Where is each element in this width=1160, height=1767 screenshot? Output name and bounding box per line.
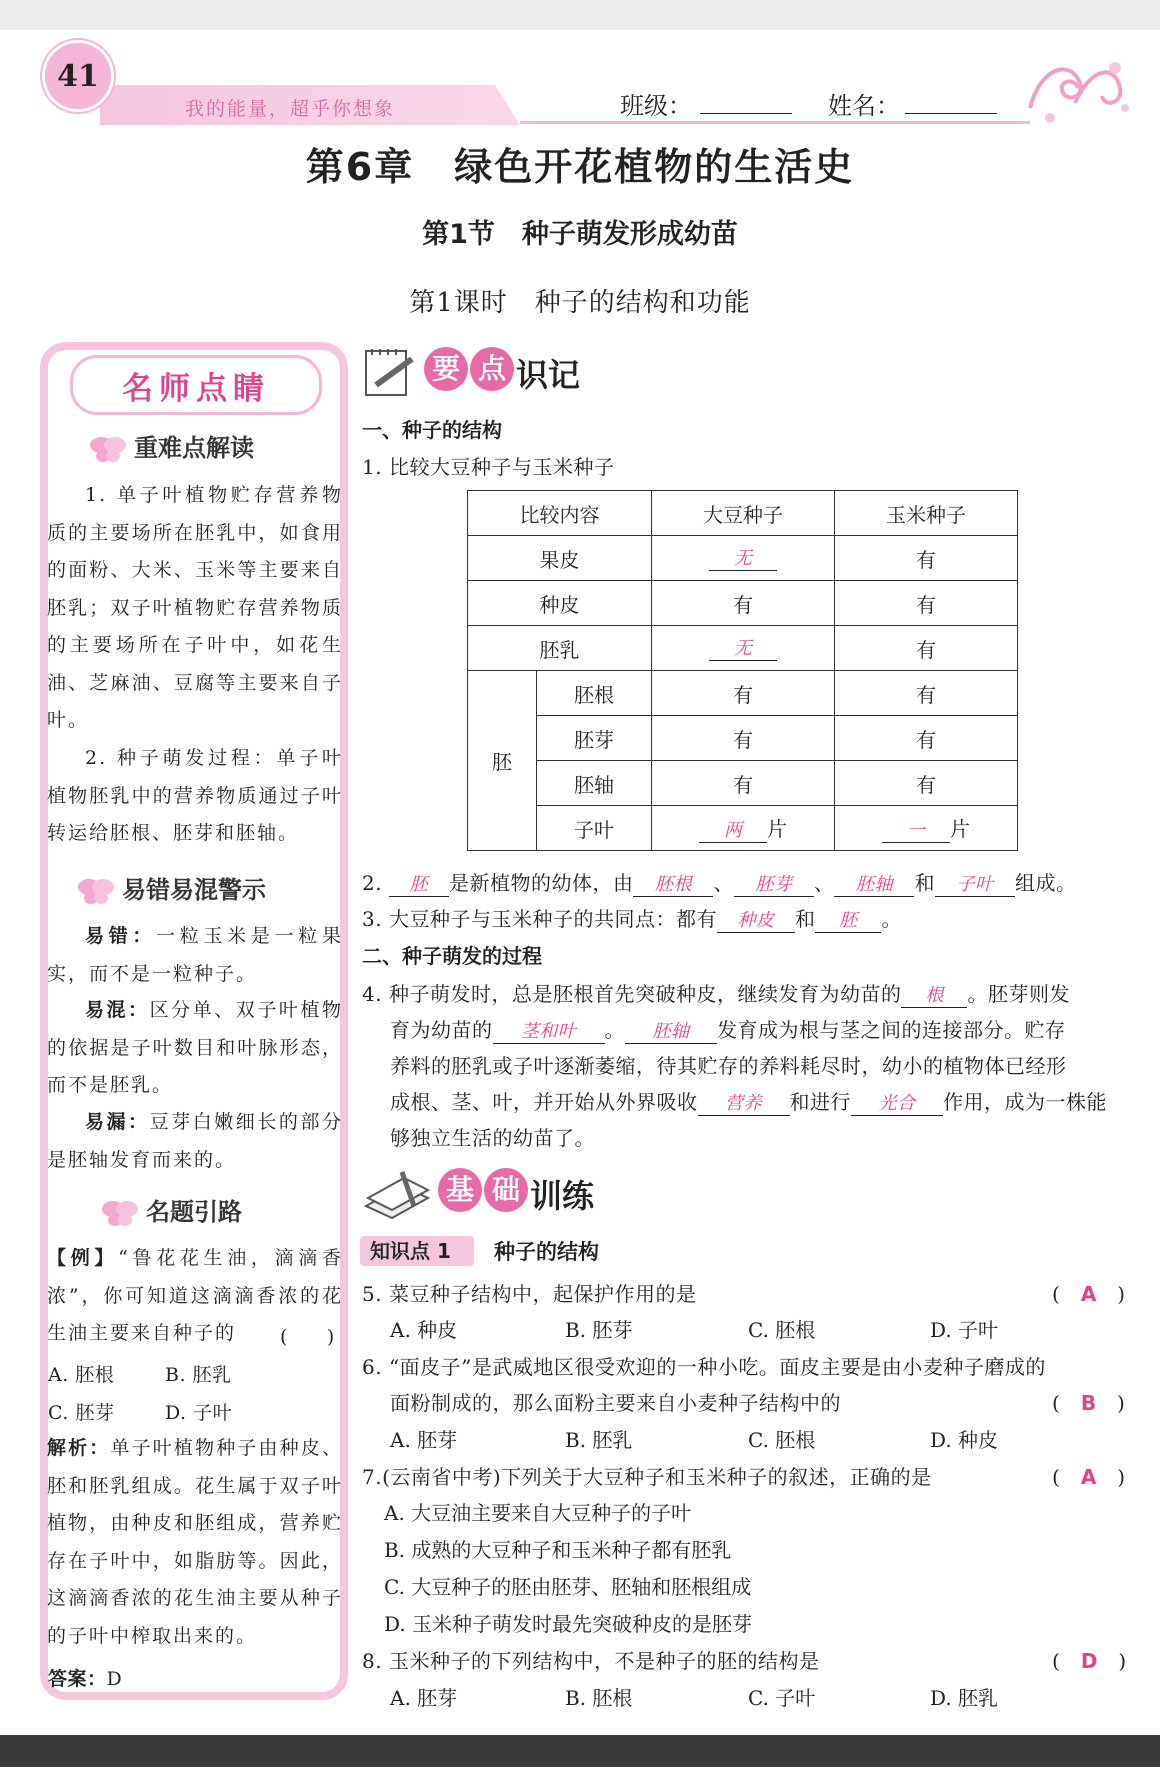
option[interactable]: A. 种皮 bbox=[390, 1318, 458, 1342]
answer-blank[interactable]: 胚轴 bbox=[834, 874, 914, 897]
question-7: 7.(云南省中考)下列关于大豆种子和玉米种子的叙述，正确的是 bbox=[362, 1465, 932, 1489]
question-4-line-2: 育为幼苗的 茎和叶 。 胚轴 发育成为根与茎之间的连接部分。贮存 bbox=[390, 1018, 1066, 1042]
top-bar bbox=[0, 0, 1160, 30]
answer-blank[interactable]: 一 bbox=[882, 820, 950, 843]
table-cell: 两 片 bbox=[652, 806, 835, 851]
table-cell: 种皮 bbox=[468, 581, 652, 626]
bottom-bar bbox=[0, 1735, 1160, 1767]
section-title: 第1节 种子萌发形成幼苗 bbox=[422, 219, 738, 250]
sidebar-mistake-3: 易漏：豆芽白嫩细长的部分是胚轴发育而来的。 bbox=[47, 1111, 343, 1171]
option[interactable]: B. 胚乳 bbox=[565, 1428, 633, 1452]
banner-char-2: 点 bbox=[470, 347, 514, 391]
class-label: 班级： bbox=[620, 92, 692, 120]
table-cell: 有 bbox=[835, 716, 1018, 761]
key-points-banner bbox=[362, 345, 580, 397]
answer-blank[interactable]: 胚芽 bbox=[734, 874, 814, 897]
answer-blank[interactable]: 两 bbox=[699, 820, 767, 843]
table-cell bbox=[652, 626, 835, 671]
sidebar-title-badge bbox=[70, 355, 322, 415]
option[interactable]: D. 子叶 bbox=[930, 1318, 999, 1342]
table-cell: 有 bbox=[835, 536, 1018, 581]
option[interactable]: B. 胚芽 bbox=[565, 1318, 633, 1342]
name-field[interactable] bbox=[905, 113, 997, 114]
sidebar-analysis: 解析：单子叶植物种子由种皮、胚和胚乳组成。花生属于双子叶植物，由种皮和胚组成，营养贮存在子叶中，如脂肪等。因此，这滴滴香浓的花生油主要从种子的子叶中榨取出来的。 bbox=[47, 1437, 343, 1647]
table-cell: 有 bbox=[835, 671, 1018, 716]
option[interactable]: B. 胚根 bbox=[565, 1686, 633, 1710]
butterfly-icon bbox=[100, 1198, 140, 1228]
answer-blank[interactable]: 胚轴 bbox=[625, 1021, 717, 1044]
books-pen-icon bbox=[362, 1166, 434, 1222]
answer-blank[interactable]: 无 bbox=[709, 548, 777, 571]
option[interactable]: D. 玉米种子萌发时最先突破种皮的是胚芽 bbox=[384, 1612, 753, 1636]
question-4-line-4: 成根、茎、叶，并开始从外界吸收 营养 和进行 光合 作用，成为一株能 bbox=[390, 1090, 1107, 1114]
sidebar-example-paren: ( ) bbox=[280, 1326, 335, 1348]
table-cell: 一 片 bbox=[835, 806, 1018, 851]
table-row bbox=[468, 761, 1018, 806]
banner-char-1: 基 bbox=[438, 1168, 482, 1212]
table-cell: 果皮 bbox=[468, 536, 652, 581]
sidebar-heading-difficulty: 重难点解读 bbox=[88, 428, 254, 464]
table-row bbox=[468, 536, 1018, 581]
table-cell: 有 bbox=[652, 671, 835, 716]
table-row bbox=[468, 671, 1018, 716]
table-cell: 胚芽 bbox=[537, 716, 652, 761]
slogan: 我的能量，超乎你想象 bbox=[185, 98, 396, 120]
option[interactable]: A. 胚芽 bbox=[390, 1428, 458, 1452]
answer-blank[interactable]: 无 bbox=[709, 638, 777, 661]
sidebar-option-a: A. 胚根 bbox=[48, 1364, 115, 1386]
answer-blank[interactable]: 茎和叶 bbox=[493, 1021, 605, 1044]
table-cell: 胚根 bbox=[537, 671, 652, 716]
table-cell-embryo: 胚 bbox=[468, 671, 537, 851]
option[interactable]: C. 胚根 bbox=[748, 1318, 816, 1342]
table-header: 比较内容 bbox=[468, 491, 652, 536]
table-cell: 有 bbox=[835, 761, 1018, 806]
knowledge-point-tag: 知识点 1 bbox=[360, 1236, 474, 1266]
butterfly-icon bbox=[76, 876, 116, 906]
page-number: 41 bbox=[42, 40, 114, 112]
sidebar-heading-mistakes: 易错易混警示 bbox=[76, 870, 266, 906]
table-cell: 有 bbox=[652, 581, 835, 626]
table-cell: 有 bbox=[652, 761, 835, 806]
question-5: 5. 菜豆种子结构中，起保护作用的是 bbox=[362, 1282, 697, 1306]
option[interactable]: C. 胚根 bbox=[748, 1428, 816, 1452]
header-divider bbox=[520, 121, 1030, 124]
lesson-title: 第1课时 种子的结构和功能 bbox=[409, 288, 751, 318]
heading-germination: 二、种子萌发的过程 bbox=[362, 944, 542, 968]
question-8: 8. 玉米种子的下列结构中，不是种子的胚的结构是 bbox=[362, 1649, 820, 1673]
sidebar-mistake-2: 易混：区分单、双子叶植物的依据是子叶数目和叶脉形态，而不是胚乳。 bbox=[47, 999, 343, 1096]
answer-blank[interactable]: 根 bbox=[901, 985, 967, 1008]
training-banner bbox=[362, 1166, 594, 1218]
table-row bbox=[468, 806, 1018, 851]
option[interactable]: C. 大豆种子的胚由胚芽、胚轴和胚根组成 bbox=[384, 1575, 752, 1599]
banner-char-2: 础 bbox=[484, 1168, 528, 1212]
table-cell: 有 bbox=[835, 581, 1018, 626]
sidebar-answer: 答案：D bbox=[48, 1668, 123, 1690]
sidebar-option-d: D. 子叶 bbox=[165, 1402, 233, 1424]
sidebar-paragraph-2: 2. 种子萌发过程：单子叶植物胚乳中的营养物质通过子叶转运给胚根、胚芽和胚轴。 bbox=[47, 747, 343, 844]
table-cell: 胚轴 bbox=[537, 761, 652, 806]
sidebar-option-c: C. 胚芽 bbox=[48, 1402, 115, 1424]
banner-text: 识记 bbox=[516, 356, 581, 394]
table-header: 大豆种子 bbox=[652, 491, 835, 536]
table-row bbox=[468, 626, 1018, 671]
option[interactable]: D. 胚乳 bbox=[930, 1686, 999, 1710]
table-row bbox=[468, 716, 1018, 761]
answer-blank[interactable]: 胚 bbox=[389, 874, 449, 897]
knowledge-point-title: 种子的结构 bbox=[494, 1240, 599, 1264]
table-header: 玉米种子 bbox=[835, 491, 1018, 536]
question-3: 3. 大豆种子与玉米种子的共同点：都有 种皮 和 胚 。 bbox=[362, 907, 902, 931]
answer-bracket: ( A ) bbox=[1052, 1282, 1126, 1306]
answer-blank[interactable]: 胚根 bbox=[633, 874, 713, 897]
table-cell: 有 bbox=[652, 716, 835, 761]
comparison-table bbox=[467, 490, 1018, 851]
sidebar-option-b: B. 胚乳 bbox=[165, 1364, 232, 1386]
question-2: 2. 胚 是新植物的幼体，由 胚根 、 胚芽 、 胚轴 和 子叶 组成。 bbox=[362, 871, 1077, 895]
question-1: 1. 比较大豆种子与玉米种子 bbox=[362, 455, 615, 479]
question-6-line-2: 面粉制成的，那么面粉主要来自小麦种子结构中的 bbox=[390, 1391, 841, 1415]
answer-bracket: ( A ) bbox=[1052, 1465, 1126, 1489]
question-6: 6. “面皮子”是武威地区很受欢迎的一种小吃。面皮主要是由小麦种子磨成的 bbox=[362, 1355, 1046, 1379]
question-4-line-5: 够独立生活的幼苗了。 bbox=[390, 1126, 595, 1150]
answer-blank[interactable]: 光合 bbox=[851, 1093, 943, 1116]
option[interactable]: A. 大豆油主要来自大豆种子的子叶 bbox=[384, 1501, 692, 1525]
table-cell bbox=[652, 536, 835, 581]
chapter-title: 第6章 绿色开花植物的生活史 bbox=[305, 145, 855, 189]
sidebar-paragraph-1: 1. 单子叶植物贮存营养物质的主要场所在胚乳中，如食用的面粉、大米、玉米等主要来自胚乳；双子叶植物贮存营养物质的主要场所在子叶中，如花生油、芝麻油、豆腐等主要来自子叶。 bbox=[47, 484, 343, 731]
sidebar-heading-example: 名题引路 bbox=[100, 1192, 242, 1228]
flourish-ornament-icon bbox=[1020, 48, 1130, 128]
question-4-line-1: 4. 种子萌发时，总是胚根首先突破种皮，继续发育为幼苗的 根 。胚芽则发 bbox=[362, 982, 1070, 1006]
banner-text: 训练 bbox=[530, 1177, 595, 1215]
answer-blank[interactable]: 子叶 bbox=[935, 874, 1015, 897]
name-label: 姓名： bbox=[828, 92, 900, 120]
banner-char-1: 要 bbox=[424, 347, 468, 391]
option[interactable]: C. 子叶 bbox=[748, 1686, 816, 1710]
table-cell: 有 bbox=[835, 626, 1018, 671]
table-cell: 子叶 bbox=[537, 806, 652, 851]
answer-blank[interactable]: 胚 bbox=[815, 910, 881, 933]
table-row bbox=[468, 581, 1018, 626]
notebook-pencil-icon bbox=[362, 345, 420, 401]
option[interactable]: A. 胚芽 bbox=[390, 1686, 458, 1710]
sidebar-title: 名师点睛 bbox=[122, 370, 270, 407]
answer-bracket: ( B ) bbox=[1052, 1391, 1126, 1415]
option[interactable]: D. 种皮 bbox=[930, 1428, 999, 1452]
heading-seed-structure: 一、种子的结构 bbox=[362, 418, 502, 442]
butterfly-icon bbox=[88, 434, 128, 464]
answer-bracket: ( D ) bbox=[1052, 1649, 1127, 1673]
sidebar-mistake-1: 易错：一粒玉米是一粒果实，而不是一粒种子。 bbox=[47, 925, 343, 985]
answer-blank[interactable]: 营养 bbox=[698, 1093, 790, 1116]
class-field[interactable] bbox=[700, 113, 792, 114]
question-4-line-3: 养料的胚乳或子叶逐渐萎缩，待其贮存的养料耗尽时，幼小的植物体已经形 bbox=[390, 1054, 1067, 1078]
answer-blank[interactable]: 种皮 bbox=[717, 910, 795, 933]
option[interactable]: B. 成熟的大豆种子和玉米种子都有胚乳 bbox=[384, 1538, 732, 1562]
table-cell: 胚乳 bbox=[468, 626, 652, 671]
sidebar-example: 【例】“鲁花花生油，滴滴香浓”，你可知道这滴滴香浓的花生油主要来自种子的 bbox=[47, 1247, 343, 1344]
